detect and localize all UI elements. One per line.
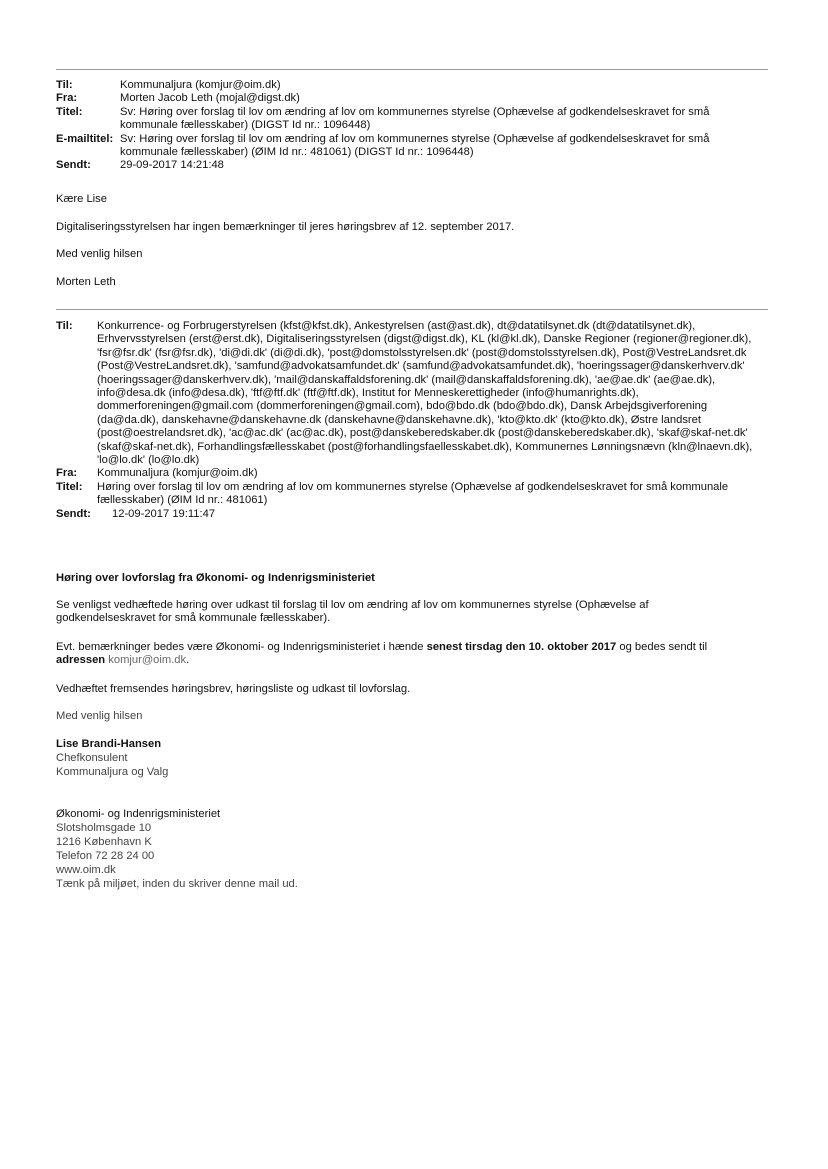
original-from-row <box>56 467 768 480</box>
reply-from-row <box>56 92 768 105</box>
reply-title-label: Titel: <box>56 105 83 118</box>
original-title-row <box>56 481 768 508</box>
sender-title: Chefkonsulent <box>56 752 128 764</box>
reply-sent-value: 29-09-2017 14:21:48 <box>120 159 224 172</box>
website-link[interactable]: www.oim.dk <box>56 864 116 876</box>
original-sent-value: 12-09-2017 19:11:47 <box>112 507 216 520</box>
original-to-value[interactable]: Konkurrence- og Forbrugerstyrelsen (kfst@kfst.dk), Ankestyrelsen (ast@ast.dk), dt@datatilsynet.dk (dt@datatilsynet.dk), Erhvervsstyrelsen (erst@erst.dk), Digitaliseringsstyrelsen (digst@digst.dk), KL (kl@kl.dk), Danske Regioner (regioner@regioner.dk), 'fsr@fsr.dk' (fsr@fsr.dk), 'di@di.dk' (di@di.dk), 'post@domstolsstyrelsen.dk' (post@domstolsstyrelsen.dk), Post@VestreLandsret.dk (Post@VestreLandsret.dk), 'samfund@advokatsamfundet.dk' (samfund@advokatsamfundet.dk), 'hoeringssager@danskerhverv.dk' (hoeringssager@danskerhverv.dk), 'mail@danskaffaldsforening.dk' (mail@danskaffaldsforening.dk), 'ae@ae.dk' (ae@ae.dk), info@desa.dk (info@desa.dk), 'ftf@ftf.dk' (ftf@ftf.dk), Institut for Menneskerettigheder (info@humanrights.dk), dommerforeningen@gmail.com (dommerforeningen@gmail.com), bdo@bdo.dk (bdo@bdo.dk), Dansk Arbejdsgiverforening (da@da.dk), danskehavne@danskehavne.dk (danskehavne@danskehavne.dk), 'kto@kto.dk' (kto@kto.dk), Østre landsret (post@oestrelandsret.dk), 'ac@ac.dk' (ac@ac.dk), post@danskeberedskaber.dk (post@danskeberedskaber.dk), 'skaf@skaf-net.dk' (skaf@skaf-net.dk), Forhandlingsfællesskabet (post@forhandlingsfaellesskabet.dk), Kommunernes Lønningsnævn (kln@lnaevn.dk), 'lo@lo.dk' (lo@lo.dk) <box>97 320 753 467</box>
original-to-label: Til: <box>56 320 73 332</box>
address-street: Slotsholmsgade 10 <box>56 822 152 834</box>
reply-to-value[interactable]: Kommunaljura (komjur@oim.dk) <box>120 79 281 91</box>
reply-email-title-row <box>56 133 768 160</box>
komjur-link[interactable]: komjur@oim.dk <box>108 654 187 667</box>
reply-sent-label: Sendt: <box>56 159 91 172</box>
para2-start: Evt. bemærkninger bedes være Økonomi- og Indenrigsministeriet i hænde <box>56 641 427 653</box>
original-from-value[interactable]: Kommunaljura (komjur@oim.dk) <box>97 467 258 480</box>
sender-department: Kommunaljura og Valg <box>56 766 169 778</box>
reply-email-title-label: E-mailtitel: <box>56 132 114 145</box>
original-title-label: Titel: <box>56 480 83 493</box>
original-para2 <box>56 641 736 668</box>
original-para3: Vedhæftet fremsendes høringsbrev, høringsliste og udkast til lovforslag. <box>56 683 411 695</box>
top-divider <box>56 69 768 70</box>
reply-title-row <box>56 106 768 133</box>
reply-closing: Med venlig hilsen <box>56 248 143 260</box>
original-heading: Høring over lovforslag fra Økonomi- og Indenrigsministeriet <box>56 572 375 584</box>
reply-signature: Morten Leth <box>56 276 116 288</box>
reply-sent-row <box>56 159 768 172</box>
mid-divider <box>56 309 768 310</box>
ministry-name: Økonomi- og Indenrigsministeriet <box>56 808 221 820</box>
original-sent-row <box>56 508 768 521</box>
reply-body: Digitaliseringsstyrelsen har ingen bemærkninger til jeres høringsbrev af 12. september 2017. <box>56 221 515 233</box>
reply-from-value[interactable]: Morten Jacob Leth (mojal@digst.dk) <box>120 92 300 105</box>
environment-note: Tænk på miljøet, inden du skriver denne mail ud. <box>56 878 298 890</box>
original-sent-label: Sendt: <box>56 507 91 520</box>
address-label: adressen <box>56 654 106 667</box>
original-closing: Med venlig hilsen <box>56 710 143 722</box>
reply-from-label: Fra: <box>56 92 78 105</box>
deadline-text: senest tirsdag den 10. oktober 2017 <box>426 641 617 653</box>
reply-title-value: Sv: Høring over forslag til lov om ændring af lov om kommunernes styrelse (Ophævelse af godkendelseskravet for små kommunale fællesskaber) (DIGST Id nr.: 1096448) <box>120 105 710 132</box>
reply-to-row <box>56 79 768 92</box>
original-para1: Se venligst vedhæftede høring over udkast til forslag til lov om ændring af lov om kommunernes styrelse (Ophævelse af godkendelseskravet for små kommunale fællesskaber). <box>56 599 649 625</box>
original-header <box>56 320 768 521</box>
reply-email-title-value: Sv: Høring over forslag til lov om ændring af lov om kommunernes styrelse (Ophævelse af godkendelseskravet for små kommunale fællesskaber) (ØIM Id nr.: 481061) (DIGST Id nr.: 1096448) <box>120 132 710 159</box>
sender-name: Lise Brandi-Hansen <box>56 738 162 750</box>
phone-number: Telefon 72 28 24 00 <box>56 850 155 862</box>
para2-end: . <box>186 654 190 667</box>
reply-greeting: Kære Lise <box>56 193 107 205</box>
reply-header <box>56 79 768 173</box>
reply-to-label: Til: <box>56 79 73 91</box>
original-title-value: Høring over forslag til lov om ændring af lov om kommunernes styrelse (Ophævelse af godkendelseskravet for små kommunale fællesskaber) (ØIM Id nr.: 481061) <box>97 480 729 507</box>
para2-mid: og bedes sendt til <box>616 641 708 653</box>
original-from-label: Fra: <box>56 467 78 480</box>
address-city: 1216 København K <box>56 836 152 848</box>
original-to-row <box>56 320 768 467</box>
